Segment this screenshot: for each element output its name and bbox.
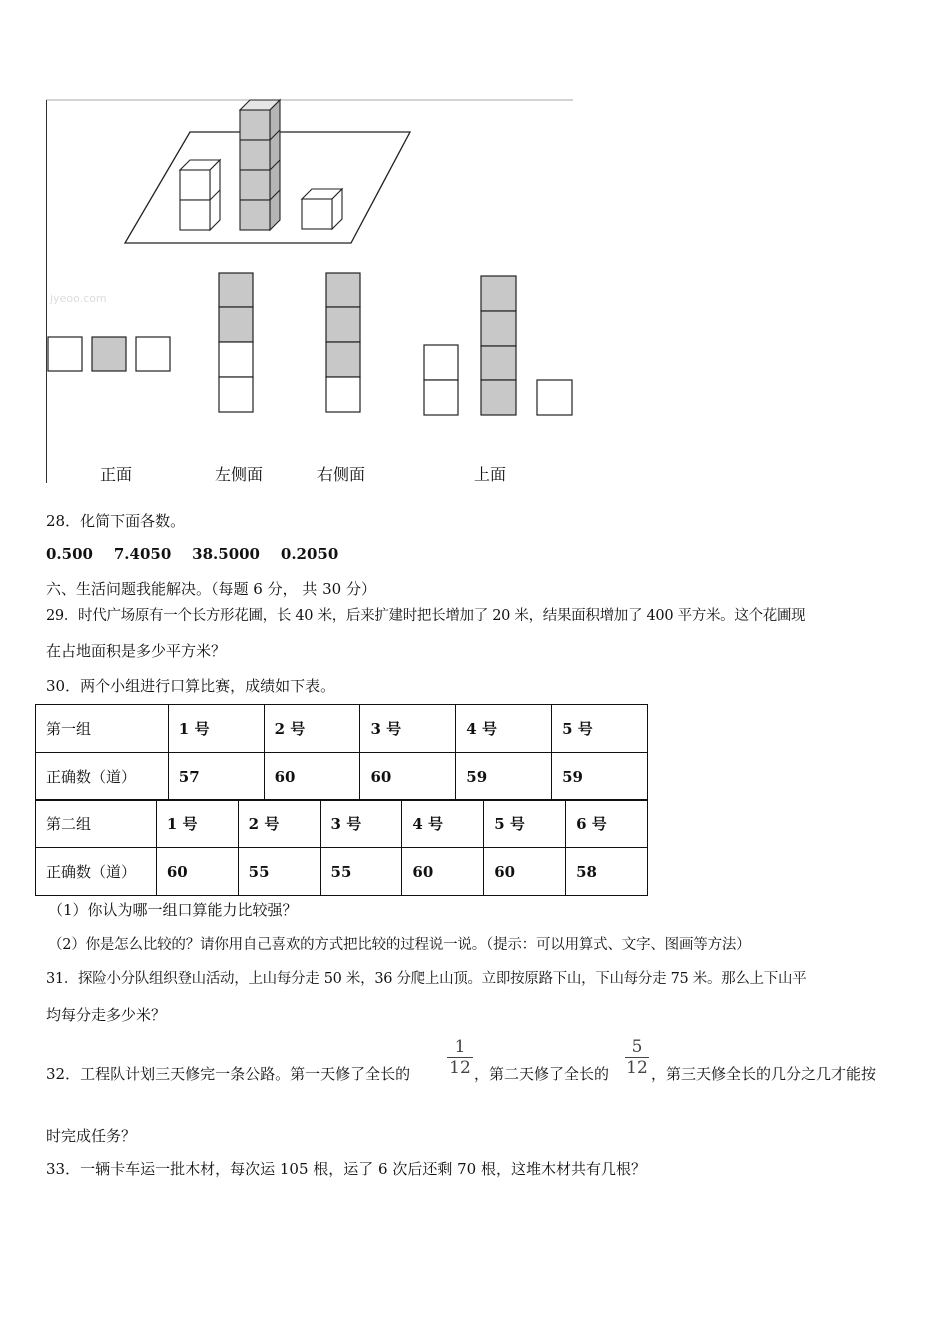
q32-frac2-numerator: 5 bbox=[631, 1037, 643, 1057]
group2-score: 55 bbox=[320, 848, 402, 896]
front-view bbox=[48, 337, 170, 371]
q30-sub2: （2）你是怎么比较的？请你用自己喜欢的方式把比较的过程说一说。（提示：可以用算式、文字、图画等方法） bbox=[48, 937, 751, 953]
group1-score: 59 bbox=[456, 753, 552, 801]
q29-line2: 在占地面积是多少平方米？ bbox=[46, 642, 227, 660]
table-row bbox=[36, 705, 648, 753]
group1-row-label: 正确数（道） bbox=[36, 753, 169, 801]
group1-score: 59 bbox=[552, 753, 648, 801]
q32-part3: ，第三天修全长的几分之几才能按 bbox=[651, 1065, 877, 1083]
cube-single-right bbox=[302, 189, 342, 229]
label-front: 正面 bbox=[100, 465, 133, 484]
group1-name: 第一组 bbox=[36, 705, 169, 753]
table-row bbox=[36, 800, 648, 848]
table-row bbox=[36, 848, 648, 896]
group1-member: 1 号 bbox=[168, 705, 264, 753]
group2-row-label: 正确数（道） bbox=[36, 848, 157, 896]
group2-score: 55 bbox=[238, 848, 320, 896]
label-left-side: 左侧面 bbox=[215, 465, 264, 484]
q31-line1: 31．探险小分队组织登山活动，上山每分走 50 米，36 分爬上山顶。立即按原路下山，下山每分走 75 米。那么上下山平 bbox=[46, 971, 807, 987]
group1-member: 3 号 bbox=[360, 705, 456, 753]
group1-score: 57 bbox=[168, 753, 264, 801]
q32-frac1-numerator: 1 bbox=[454, 1037, 466, 1057]
q33-text: 33．一辆卡车运一批木材，每次运 105 根，运了 6 次后还剩 70 根，这堆木材共有几根？ bbox=[46, 1160, 646, 1178]
cube-stack-middle bbox=[240, 100, 280, 230]
group2-score: 58 bbox=[566, 848, 648, 896]
group2-score: 60 bbox=[402, 848, 484, 896]
q32-part1: 32．工程队计划三天修完一条公路。第一天修了全长的 bbox=[46, 1065, 411, 1083]
q32-fraction-2 bbox=[625, 1037, 649, 1078]
q32-line2: 时完成任务？ bbox=[46, 1127, 137, 1145]
group2-member: 4 号 bbox=[402, 800, 484, 848]
section-6-heading: 六、生活问题我能解决。（每题 6 分， 共 30 分） bbox=[46, 580, 376, 598]
group2-member: 6 号 bbox=[566, 800, 648, 848]
q30-sub1: （1）你认为哪一组口算能力比较强？ bbox=[48, 901, 298, 919]
group2-table bbox=[35, 799, 648, 896]
right-side-view bbox=[326, 273, 360, 412]
group1-member: 4 号 bbox=[456, 705, 552, 753]
label-right-side: 右侧面 bbox=[317, 465, 366, 484]
group2-member: 3 号 bbox=[320, 800, 402, 848]
group1-member: 5 号 bbox=[552, 705, 648, 753]
q32-fraction-1 bbox=[447, 1037, 473, 1078]
q28-numbers: 0.500 7.4050 38.5000 0.2050 bbox=[46, 545, 339, 563]
watermark: jyeoo.com bbox=[50, 292, 107, 305]
q28-text: 28．化简下面各数。 bbox=[46, 512, 186, 530]
group2-member: 5 号 bbox=[484, 800, 566, 848]
group1-table bbox=[35, 704, 648, 801]
group1-member: 2 号 bbox=[264, 705, 360, 753]
label-top: 上面 bbox=[474, 465, 507, 484]
group1-score: 60 bbox=[264, 753, 360, 801]
q30-text: 30．两个小组进行口算比赛，成绩如下表。 bbox=[46, 677, 336, 695]
q31-line2: 均每分走多少米？ bbox=[46, 1006, 167, 1024]
left-side-view bbox=[219, 273, 253, 412]
cube-stack-left bbox=[180, 160, 220, 230]
group2-member: 1 号 bbox=[156, 800, 238, 848]
group1-score: 60 bbox=[360, 753, 456, 801]
q32-frac2-denominator: 12 bbox=[626, 1058, 648, 1078]
table-row bbox=[36, 753, 648, 801]
cube-views-figure bbox=[40, 95, 580, 490]
group2-score: 60 bbox=[484, 848, 566, 896]
group2-member: 2 号 bbox=[238, 800, 320, 848]
top-view bbox=[424, 276, 572, 415]
group2-name: 第二组 bbox=[36, 800, 157, 848]
q32-frac1-denominator: 12 bbox=[447, 1057, 473, 1078]
group2-score: 60 bbox=[156, 848, 238, 896]
q29-line1: 29．时代广场原有一个长方形花圃，长 40 米，后来扩建时把长增加了 20 米，结果面积增加了 400 平方米。这个花圃现 bbox=[46, 608, 806, 624]
q32-part2: ，第二天修了全长的 bbox=[474, 1065, 610, 1083]
